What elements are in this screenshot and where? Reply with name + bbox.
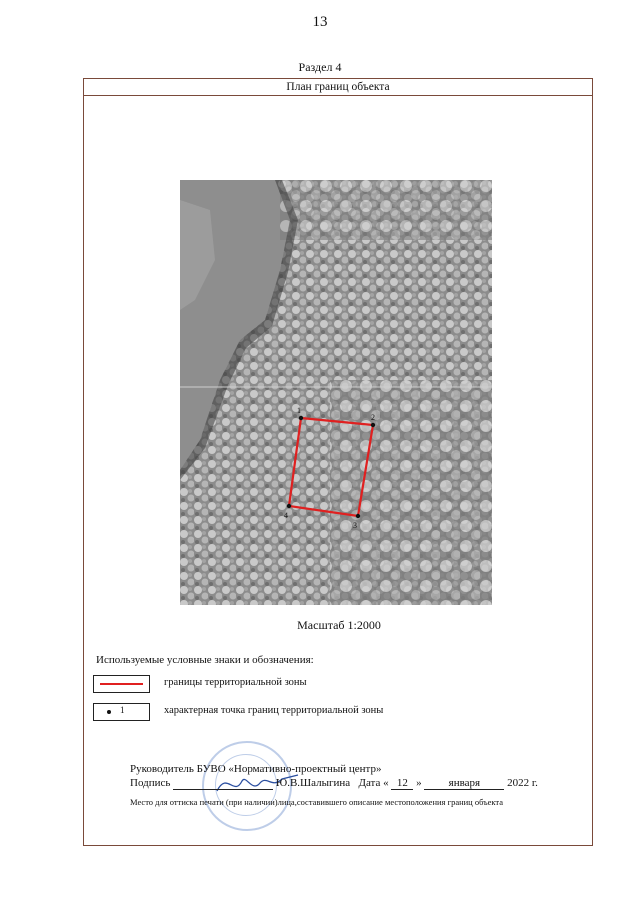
signature-line bbox=[173, 777, 273, 790]
signature-label: Подпись bbox=[130, 777, 171, 789]
legend-line-label: границы территориальной зоны bbox=[164, 677, 307, 688]
boundary-point-4 bbox=[287, 504, 291, 508]
point-label-3: 3 bbox=[353, 521, 357, 530]
frame-title: План границ объекта bbox=[84, 79, 592, 96]
boundary-point-1 bbox=[299, 416, 303, 420]
aerial-map bbox=[180, 180, 492, 605]
scale-label: Масштаб 1:2000 bbox=[297, 618, 381, 632]
legend-point-label: характерная точка границ территориальной зоны bbox=[164, 705, 384, 716]
stamp-note: Место для оттиска печати (при наличии)лица,составившего описание местоположения границ объекта bbox=[130, 797, 503, 807]
point-label-2: 2 bbox=[371, 413, 375, 422]
date-year: 2022 г. bbox=[507, 777, 538, 789]
date-day: 12 bbox=[391, 777, 413, 790]
aerial-map-svg bbox=[180, 180, 492, 605]
signer-name: Ю.В.Шалыгина bbox=[275, 777, 351, 789]
legend-line-symbol bbox=[93, 675, 150, 693]
point-label-4: 4 bbox=[284, 511, 288, 520]
page-number: 13 bbox=[312, 14, 328, 30]
plan-frame bbox=[83, 78, 593, 846]
point-label-1: 1 bbox=[297, 406, 301, 415]
legend-title: Используемые условные знаки и обозначения: bbox=[96, 654, 314, 666]
legend-point-number: 1 bbox=[120, 705, 125, 715]
red-line-icon bbox=[100, 683, 143, 685]
organization-head: Руководитель БУВО «Нормативно-проектный центр» bbox=[130, 763, 382, 775]
point-dot-icon bbox=[107, 710, 111, 714]
signature-row bbox=[130, 777, 538, 790]
date-label: Дата « bbox=[358, 777, 389, 789]
section-label: Раздел 4 bbox=[298, 60, 342, 74]
boundary-point-3 bbox=[356, 514, 360, 518]
legend-point-symbol bbox=[93, 703, 150, 721]
date-quote: » bbox=[416, 777, 422, 789]
boundary-point-2 bbox=[371, 423, 375, 427]
date-month: января bbox=[424, 777, 504, 790]
